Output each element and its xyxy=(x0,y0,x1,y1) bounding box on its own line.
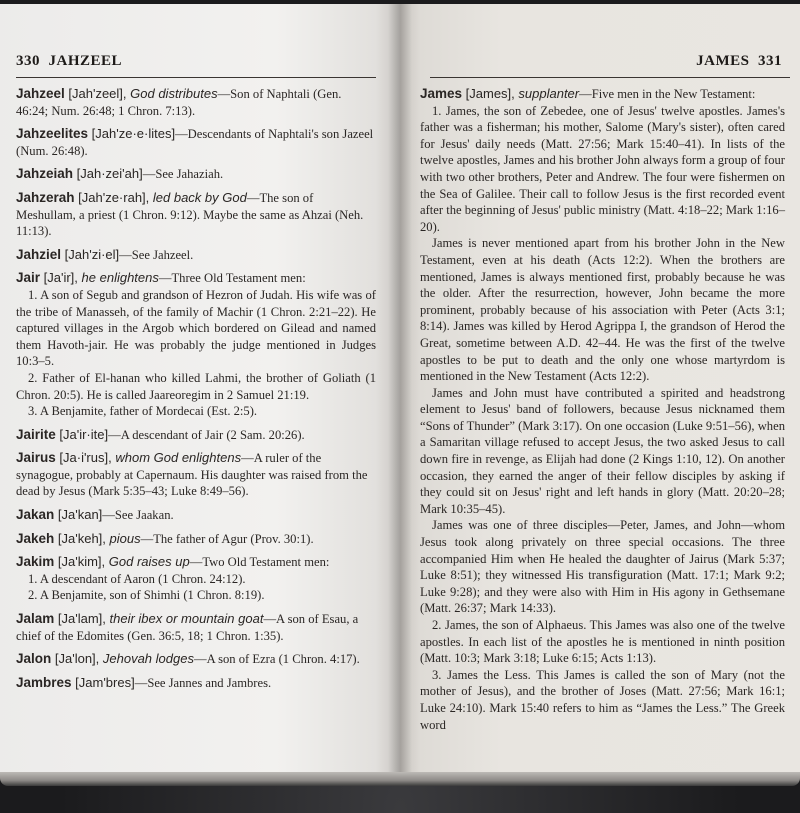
entry-definition: —The father of Agur (Prov. 30:1). xyxy=(140,531,314,546)
entry-pronunciation: [Jam'bres] xyxy=(71,674,135,690)
left-running-head xyxy=(16,53,122,70)
left-page-number: 330 xyxy=(16,53,40,69)
open-book xyxy=(0,4,800,782)
entry-definition: —See Jahzeel. xyxy=(119,247,194,262)
entry-pronunciation: [Ja'ir], xyxy=(40,270,82,286)
dictionary-entry xyxy=(420,86,785,733)
dictionary-entry xyxy=(16,126,376,159)
entry-definition: —Three Old Testament men: xyxy=(158,271,306,286)
dictionary-entry xyxy=(16,507,376,524)
dictionary-entry xyxy=(16,531,376,548)
entry-meaning: Jehovah lodges xyxy=(102,651,194,667)
left-header-rule xyxy=(16,77,376,78)
entry-meaning: God raises up xyxy=(108,554,190,570)
entry-paragraph: 2. James, the son of Alphaeus. This James was also one of the twelve apostles. In each list of the apostles he is mentioned in ninth position (Matt. 10:3; Mark 3:18; Luke 6:15; Acts 1:13). xyxy=(420,618,785,666)
right-column xyxy=(420,86,785,740)
right-page xyxy=(400,4,800,774)
entry-definition: —The son of Meshullam, a priest (1 Chron. 9:12). Maybe the same as Ahzai (Neh. 11:13). xyxy=(16,190,364,239)
dictionary-entry xyxy=(16,611,376,644)
entry-definition: —See Jaakan. xyxy=(102,508,174,523)
entry-pronunciation: [Jah'ze·rah], xyxy=(74,189,153,205)
entry-headword: Jakeh xyxy=(16,530,55,546)
entry-headword: Jahziel xyxy=(16,246,62,262)
entry-definition: —See Jannes and Jambres. xyxy=(134,675,272,690)
entry-subsense: 2. Father of El-hanan who killed Lahmi, the brother of Goliath (1 Chron. 20:5). He is called Jaareoregim in 2 Samuel 21:19. xyxy=(16,370,376,402)
entry-meaning: supplanter xyxy=(518,86,580,101)
dictionary-entry xyxy=(16,450,376,500)
dictionary-entry xyxy=(16,190,376,240)
entry-headword: Jahzeel xyxy=(16,86,65,101)
entry-pronunciation: [Ja'keh], xyxy=(54,530,110,546)
entry-meaning: led back by God xyxy=(152,189,247,205)
entry-headword: Jairus xyxy=(16,450,56,466)
dictionary-entry xyxy=(16,427,376,444)
right-running-head xyxy=(696,53,782,70)
entry-definition: —Two Old Testament men: xyxy=(189,555,330,570)
entry-pronunciation: [Ja'lam], xyxy=(54,611,110,627)
entry-pronunciation: [Ja'kan] xyxy=(54,507,103,523)
entry-definition: —A descendant of Jair (2 Sam. 20:26). xyxy=(108,427,305,442)
entry-headword: Jambres xyxy=(16,674,72,690)
entry-headword: Jalon xyxy=(16,651,52,667)
entry-headword: Jair xyxy=(16,270,41,286)
entry-pronunciation: [Jah·zei'ah] xyxy=(73,166,143,182)
page-stack-edge xyxy=(0,772,800,786)
entry-meaning: their ibex or mountain goat xyxy=(109,611,264,627)
entry-subsense: 1. A son of Segub and grandson of Hezron of Judah. His wife was of the tribe of Manasseh, of the family of Machir (1 Chron. 2:21–22). He captured villages in the Argob which bordered on Gilead and named them Havoth-jair. He was probably the judge mentioned in Judges 10:3–5. xyxy=(16,287,376,369)
entry-pronunciation: [Ja'ir·ite] xyxy=(55,426,109,442)
dictionary-entry xyxy=(16,675,376,692)
dictionary-entry xyxy=(16,651,376,668)
entry-meaning: he enlightens xyxy=(81,270,159,286)
entry-definition: —Descendants of Naphtali's son Jazeel (Num. 26:48). xyxy=(16,127,374,158)
entry-definition: —A ruler of the synagogue, probably at Capernaum. His daughter was raised from the dead by Jesus (Mark 5:35–43; Luke 8:49–56). xyxy=(16,451,368,499)
left-page xyxy=(0,4,400,774)
entry-meaning: whom God enlightens xyxy=(115,450,242,466)
entry-paragraph: 1. James, the son of Zebedee, one of Jesus' twelve apostles. James's father was a fisherman; his mother, Salome (Mary's sister), often cared for Jesus' daily needs (Matt. 27:56; Mark 15:40–41). In lists of the twelve apostles, James and his brother John always form a group of four with two other brothers, Peter and Andrew. The four were fishermen on the Sea of Galilee. Their call to follow Jesus is the first recorded event after the beginning of Jesus' public ministry (Matt. 4:18–22; Mark 1:16–20). xyxy=(420,103,785,234)
entry-pronunciation: [Ja'kim], xyxy=(54,554,109,570)
entry-meaning: God distributes xyxy=(130,86,218,101)
right-header-rule xyxy=(430,77,790,78)
left-column xyxy=(16,86,376,698)
entry-definition: —See Jahaziah. xyxy=(142,167,224,182)
entry-subsense: 1. A descendant of Aaron (1 Chron. 24:12). xyxy=(28,571,246,586)
entry-paragraph: James and John must have contributed a spirited and headstrong element to Jesus' band of followers, because Jesus nicknamed them “Sons of Thunder” (Mark 3:17). On one occasion (Luke 9:51–56), when a Samaritan village refused to accept Jesus, the two asked Jesus to call down fire in revenge, as Elijah had done (2 Kings 1:10, 12). On another occasion, they earned the anger of their fellow disciples by asking if they could sit on Jesus' right and left hands in glory (Matt. 20:20–28; Mark 10:35–45). xyxy=(420,385,785,516)
entry-definition: —A son of Ezra (1 Chron. 4:17). xyxy=(193,652,360,667)
left-running-head-word: JAHZEEL xyxy=(48,53,123,69)
right-running-head-word: JAMES xyxy=(696,53,750,69)
entry-paragraph: James was one of three disciples—Peter, James, and John—whom Jesus took along privately on three special occasions. The three accompanied Him when He healed the daughter of Jairus (Mark 5:37; Luke 8:51); they witnessed His transfiguration (Matt. 17:1; Mark 9:2; Luke 9:28); and they were also with Him in His agony in Gethsemane (Matt. 26:37; Mark 14:33). xyxy=(420,518,785,616)
entry-subsense: 2. A Benjamite, son of Shimhi (1 Chron. 8:19). xyxy=(28,588,265,603)
entry-headword: Jahzerah xyxy=(16,189,75,205)
entry-meaning: pious xyxy=(109,530,141,546)
dictionary-entry xyxy=(16,166,376,183)
entry-headword: Jahzeiah xyxy=(16,166,74,182)
entry-pronunciation: [Ja'lon], xyxy=(51,651,103,667)
entry-definition: —Son of Naphtali (Gen. 46:24; Num. 26:48; 1 Chron. 7:13). xyxy=(16,87,342,118)
dictionary-entry xyxy=(16,270,376,419)
entry-headword: Jahzeelites xyxy=(16,126,89,142)
entry-paragraph: 3. James the Less. This James is called the son of Mary (not the mother of Jesus), and the brother of Joses (Matt. 27:56; Mark 16:1; Luke 24:10). Mark 15:40 refers to him as “James the Less.” The Greek word xyxy=(420,667,785,732)
entry-pronunciation: [Jah'ze·e·lites] xyxy=(88,126,176,142)
dictionary-entry xyxy=(16,86,376,119)
entry-pronunciation: [James], xyxy=(462,86,519,101)
entry-paragraph: James is never mentioned apart from his brother John in the New Testament, even at his death (Acts 12:2). When the brothers are mentioned, James is always mentioned first, probably because he was the older. After the resurrection, however, John became the more prominent, probably because of his association with Peter (Acts 3:1; 8:14). James was killed by Herod Agrippa I, the grandson of Herod the Great, sometime between A.D. 42–44. He was the first of the twelve apostles to be put to death and the only one whose martyrdom is mentioned in the New Testament (Acts 12:2). xyxy=(420,236,785,384)
dictionary-entry xyxy=(16,247,376,264)
entry-headword: Jakim xyxy=(16,554,55,570)
entry-headword: James xyxy=(420,86,463,101)
right-page-number: 331 xyxy=(758,53,782,69)
entry-headword: Jairite xyxy=(16,426,56,442)
entry-headword: Jalam xyxy=(16,611,55,627)
entry-subsense: 3. A Benjamite, father of Mordecai (Est. 2:5). xyxy=(28,404,258,419)
entry-headword: Jakan xyxy=(16,507,55,523)
entry-pronunciation: [Jah'zeel], xyxy=(64,86,131,101)
entry-definition: —A son of Esau, a chief of the Edomites (Gen. 36:5, 18; 1 Chron. 1:35). xyxy=(16,612,359,643)
entry-definition: —Five men in the New Testament: xyxy=(579,87,756,101)
entry-pronunciation: [Ja·i'rus], xyxy=(55,450,116,466)
dictionary-entry xyxy=(16,554,376,604)
entry-pronunciation: [Jah'zi·el] xyxy=(61,246,120,262)
